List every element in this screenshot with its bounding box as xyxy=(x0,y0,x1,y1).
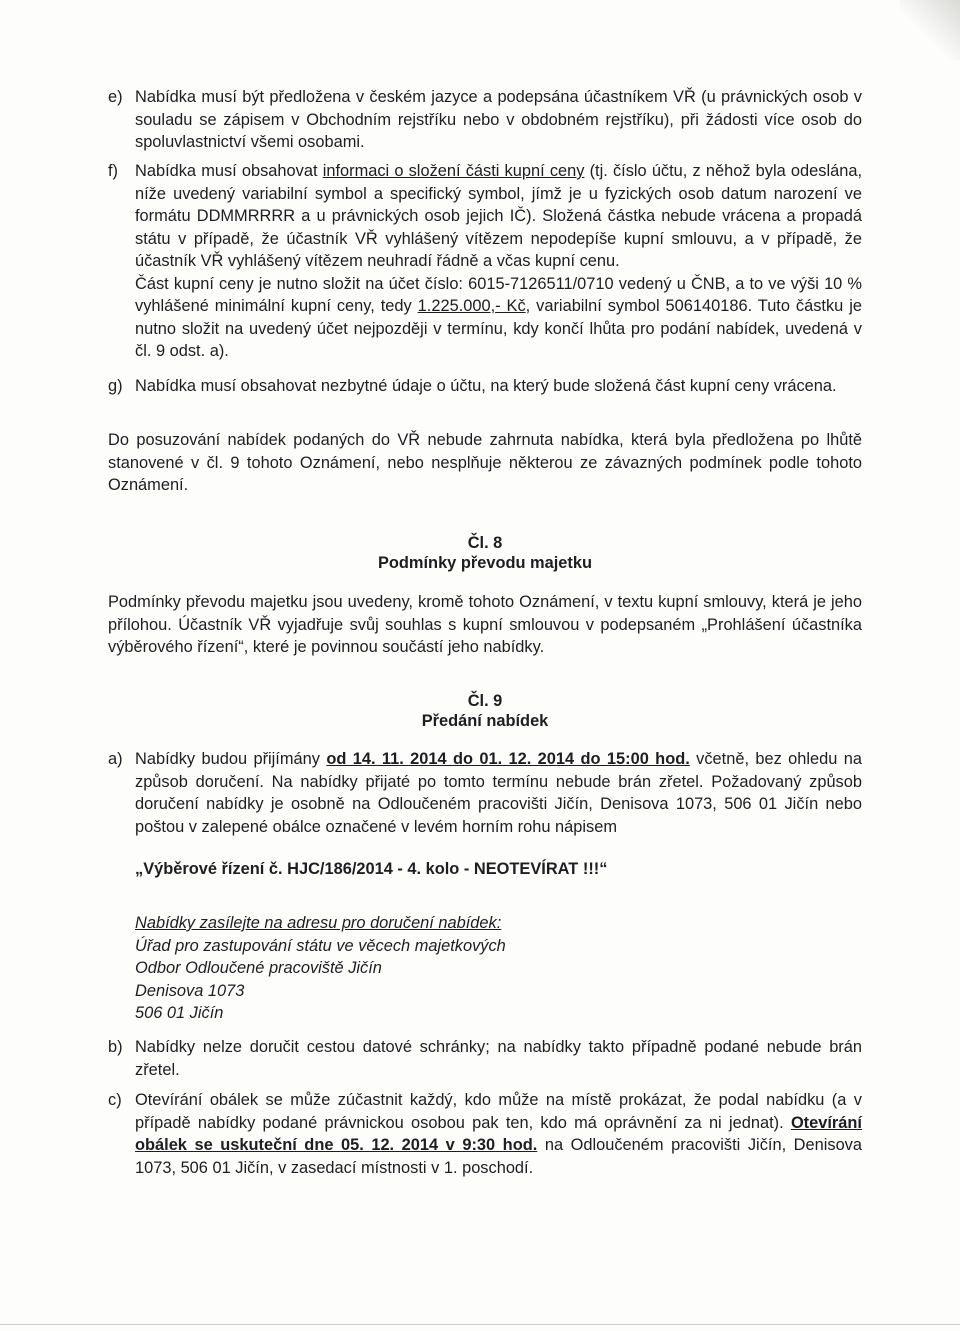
text-run: Nabídka musí obsahovat xyxy=(135,162,323,180)
opening-date-bold: Otevírání obálek se uskuteční dne 05. 12. 2014 v 9:30 hod. xyxy=(135,1113,862,1154)
item-label: f) xyxy=(108,162,119,180)
text-run: , variabilní symbol 506140186. Tuto částku je nutno složit na uvedený účet nejpozději v termínu, kdy končí lhůta pro podání nabídek, uvedená v čl. 9 odst. a). xyxy=(135,297,862,360)
item-label: c) xyxy=(108,1091,122,1109)
item-text xyxy=(135,160,862,273)
address-block xyxy=(135,912,835,1025)
list-item-c xyxy=(108,1089,862,1179)
item-text xyxy=(135,1089,862,1179)
list-item-b xyxy=(108,1036,862,1081)
article-9-number: Čl. 9 xyxy=(467,692,503,710)
item-label: g) xyxy=(108,377,123,395)
item-text: Nabídky nelze doručit cestou datové schránky; na nabídky takto případně podané nebude brán zřetel. xyxy=(135,1038,862,1079)
text-run: na Odloučeném pracovišti Jičín, Denisova 1073, 506 01 Jičín, v zasedací místnosti v 1. poschodí. xyxy=(135,1136,862,1177)
amount-underlined: 1.225.000,- Kč xyxy=(417,297,526,315)
item-text: Nabídka musí obsahovat nezbytné údaje o účtu, na který bude složená část kupní ceny vrácena. xyxy=(135,377,837,395)
item-label: b) xyxy=(108,1038,123,1056)
text-run: Část kupní ceny je nutno složit na účet číslo: 6015-7126511/0710 vedený u ČNB, a to ve výši 10 % vyhlášené minimální kupní ceny, tedy xyxy=(135,274,862,315)
text-run: včetně, bez ohledu na způsob doručení. Na nabídky přijaté po tomto termínu nebude brán zřetel. Požadovaný způsob doručení nabídky je osobně na Odloučeném pracovišti Jičín, Denisova 1073, 506 01 Jičín nebo poštou v zalepené obálce označené v levém horním rohu nápisem xyxy=(135,750,862,836)
item-label: e) xyxy=(108,88,123,106)
item-text-paragraph-2 xyxy=(135,273,862,363)
list-item-e xyxy=(108,86,862,154)
scan-corner-shadow xyxy=(900,0,960,60)
scan-edge-line xyxy=(0,1324,960,1325)
paragraph-exclusion: Do posuzování nabídek podaných do VŘ nebude zahrnuta nabídka, která byla předložena po lhůtě stanovené v čl. 9 tohoto Oznámení, nebo nesplňuje některou ze závazných podmínek podle tohoto Oznámení. xyxy=(108,431,862,494)
list-item-f xyxy=(108,160,862,363)
text-run: Nabídky budou přijímány xyxy=(135,750,327,768)
address-heading: Nabídky zasílejte na adresu pro doručení nabídek: xyxy=(135,914,502,932)
envelope-label: „Výběrové řízení č. HJC/186/2014 - 4. kolo - NEOTEVÍRAT !!!“ xyxy=(135,860,608,878)
item-label: a) xyxy=(108,750,123,768)
list-item-a xyxy=(108,748,862,838)
article-8-title: Podmínky převodu majetku xyxy=(377,554,593,572)
underlined-text: informaci o složení části kupní ceny xyxy=(322,162,585,180)
article-8-text: Podmínky převodu majetku jsou uvedeny, kromě tohoto Oznámení, v textu kupní smlouvy, která je jeho přílohou. Účastník VŘ vyjadřuje svůj souhlas s kupní smlouvou v podepsaném „Prohlášení účastníka výběrového řízení“, které je povinnou součástí jeho nabídky. xyxy=(108,593,862,656)
text-run: Otevírání obálek se může zúčastnit každý, kdo může na místě prokázat, že podal nabídku (a v případě nabídky podané právnickou osobou pak ten, kdo má oprávnění za ni jednat). xyxy=(135,1091,862,1132)
deadline-bold: od 14. 11. 2014 do 01. 12. 2014 do 15:00 hod. xyxy=(326,750,690,768)
address-line: Odbor Odloučené pracoviště Jičín xyxy=(135,959,382,977)
article-8-number: Čl. 8 xyxy=(467,534,503,552)
address-line: Denisova 1073 xyxy=(135,981,245,1000)
article-9-title: Předání nabídek xyxy=(421,712,549,730)
address-line: 506 01 Jičín xyxy=(135,1004,224,1022)
item-text xyxy=(135,748,862,838)
item-text: Nabídka musí být předložena v českém jazyce a podepsána účastníkem VŘ (u právnických osob v souladu se zápisem v Obchodním rejstříku nebo v obdobném rejstříku), při žádosti více osob do spoluvlastnictví všemi osobami. xyxy=(135,88,862,151)
list-item-g xyxy=(108,375,862,398)
address-line: Úřad pro zastupování státu ve věcech majetkových xyxy=(135,936,506,955)
text-run: (tj. číslo účtu, z něhož byla odeslána, níže uvedený variabilní symbol a specifický symbol, jímž je u fyzických osob datum narození ve formátu DDMMRRRR a u právnických osob jejich IČ). Složená částka nebude vrácena a propadá státu v případě, že účastník VŘ vyhlášený vítězem nepodepíše kupní smlouvu, a v případě, že účastník VŘ vyhlášený vítězem neuhradí řádně a včas kupní cenu. xyxy=(135,162,862,270)
